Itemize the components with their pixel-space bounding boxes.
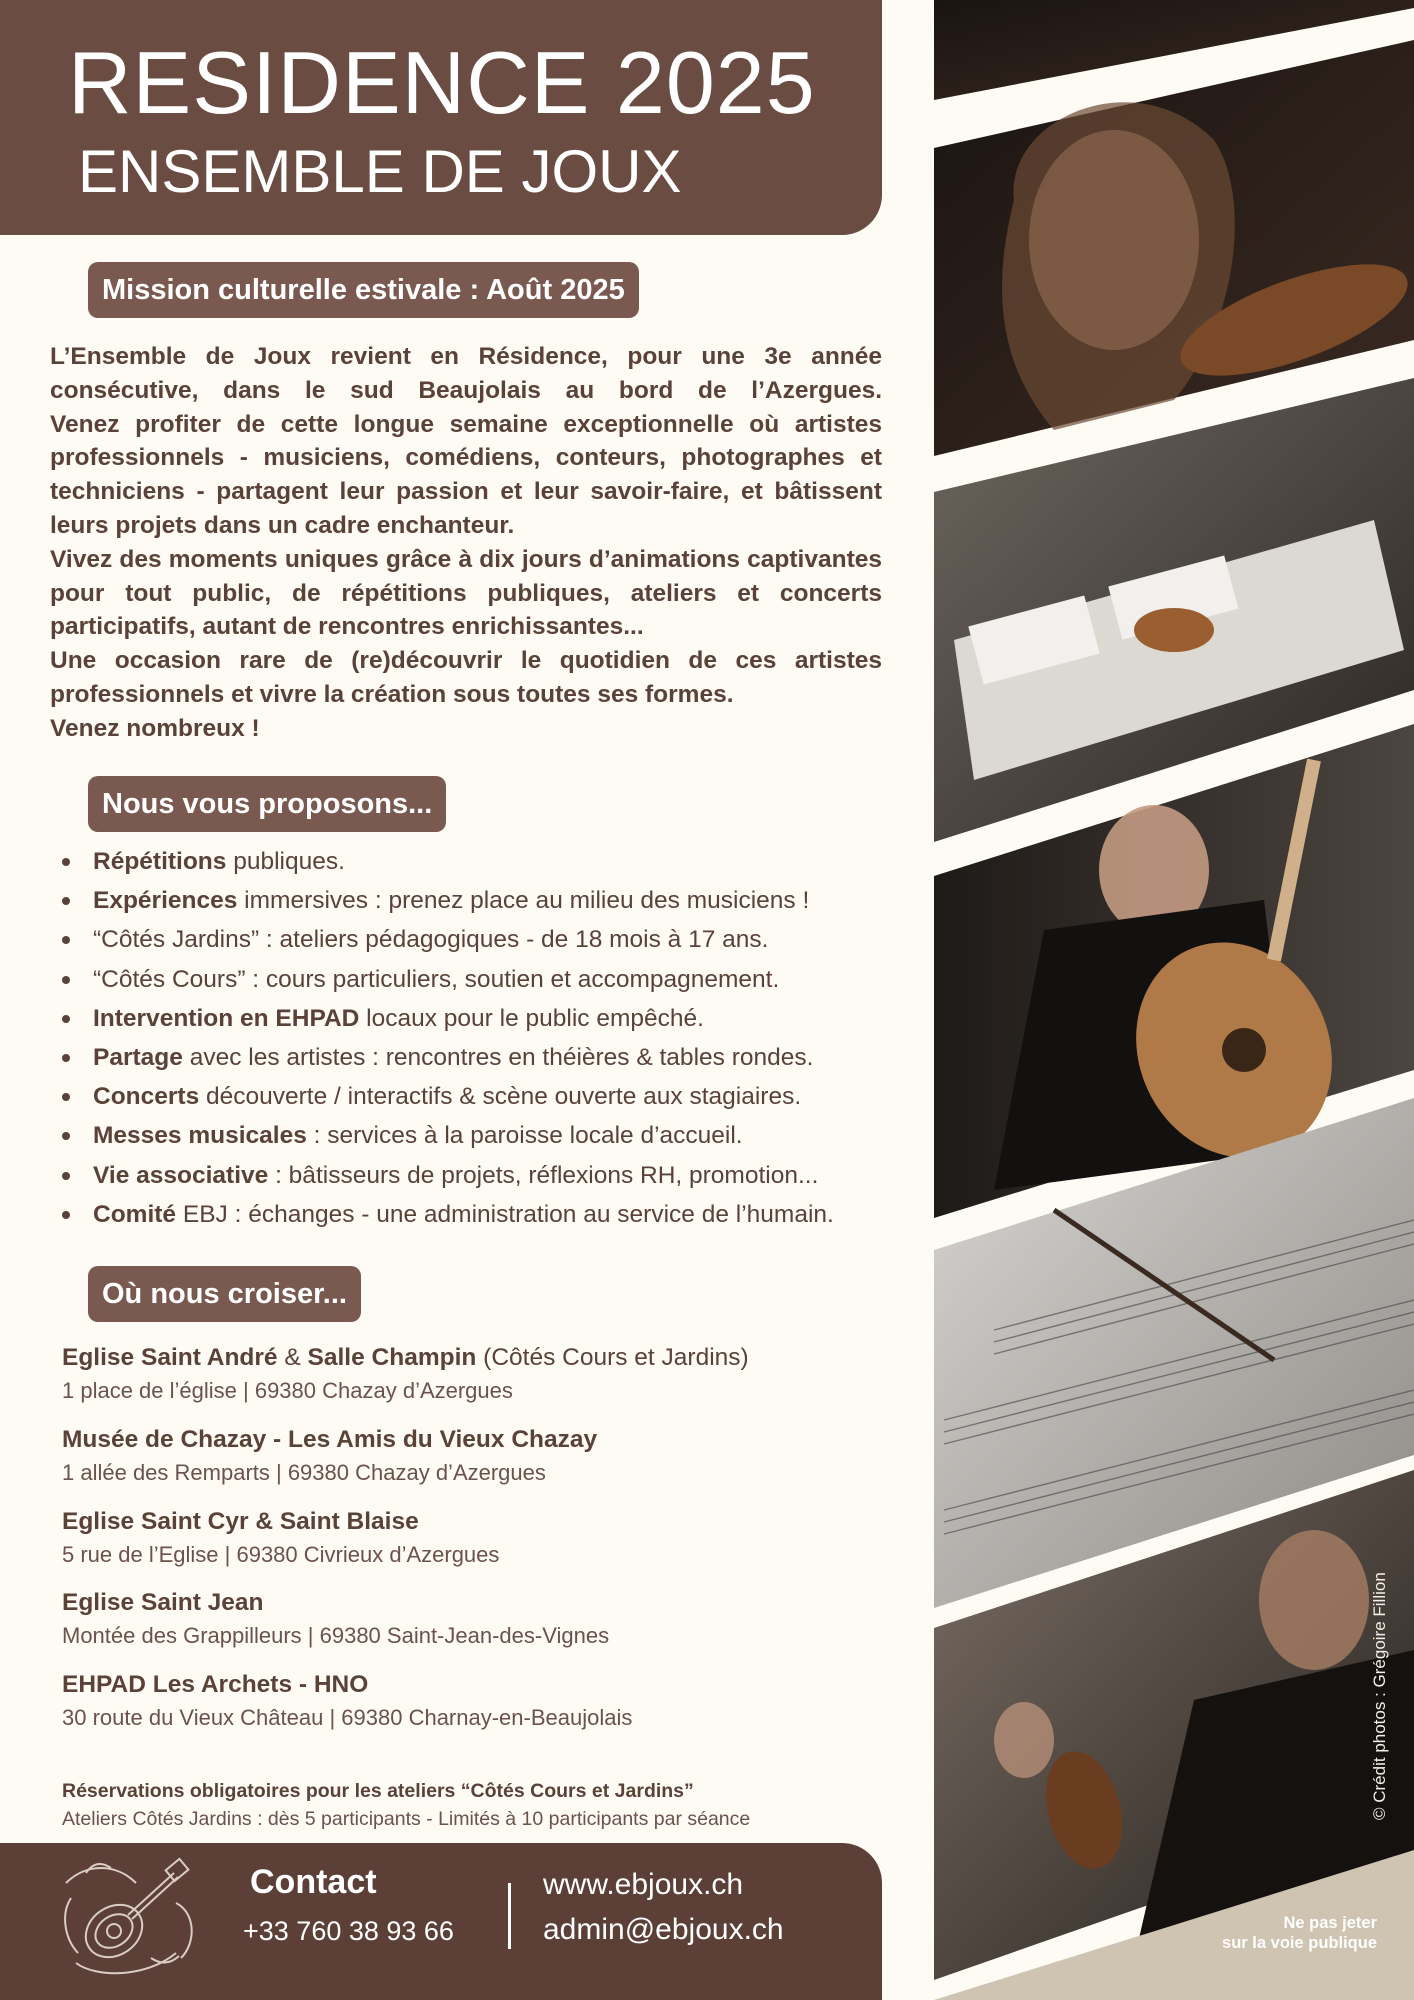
list-item: Partage avec les artistes : rencontres en théières & tables rondes. [62,1038,902,1077]
location-name: Eglise Saint Jean [62,1589,264,1616]
phone-number[interactable]: +33 760 38 93 66 [243,1916,454,1946]
offers-list [62,842,902,1234]
litter-notice [1170,1913,1377,1953]
list-item: Expériences immersives : prenez place au milieu des musiciens ! [62,881,902,920]
location-address: Montée des Grappilleurs | 69380 Saint-Jean-des-Vignes [62,1623,610,1648]
ensemble-logo-icon [56,1853,206,1978]
email-link[interactable]: admin@ebjoux.ch [543,1913,784,1946]
photo-strip [934,0,1414,2000]
list-item: “Côtés Jardins” : ateliers pédagogiques - de 18 mois à 17 ans. [62,920,902,959]
list-item: Vie associative : bâtisseurs de projets, réflexions RH, promotion... [62,1156,902,1195]
section-offers-heading: Nous vous proposons... [88,776,446,832]
list-item: “Côtés Cours” : cours particuliers, soutien et accompagnement. [62,960,902,999]
website-link[interactable]: www.ebjoux.ch [543,1868,744,1901]
list-item: Répétitions publiques. [62,842,902,881]
section-mission-heading: Mission culturelle estivale : Août 2025 [88,262,639,318]
location-address: 30 route du Vieux Château | 69380 Charnay-en-Beaujolais [62,1705,633,1730]
section-locations-heading: Où nous croiser... [88,1266,361,1322]
location-item [62,1506,882,1572]
page-subtitle: ENSEMBLE DE JOUX [78,138,682,205]
list-item: Concerts découverte / interactifs & scène ouverte aux stagiaires. [62,1077,902,1116]
location-address: 1 place de l’église | 69380 Chazay d’Azergues [62,1378,513,1403]
location-name: Musée de Chazay - Les Amis du Vieux Chazay [62,1426,598,1453]
footer-divider [508,1883,511,1949]
location-address: 1 allée des Remparts | 69380 Chazay d’Azergues [62,1460,546,1485]
location-item [62,1669,882,1735]
location-name: Eglise Saint Cyr & Saint Blaise [62,1508,419,1535]
intro-paragraph-3: Vivez des moments uniques grâce à dix jours d’animations captivantes pour tout public, de répétitions publiques, ateliers et concerts participatifs, autant de rencontres enrichissantes... [50,545,882,641]
list-item: Messes musicales : services à la paroisse locale d’accueil. [62,1116,902,1155]
intro-text [50,340,882,746]
intro-paragraph-4: Une occasion rare de (re)découvrir le quotidien de ces artistes professionnels et vivre la création sous toutes ses formes. [50,647,882,708]
litter-notice-line-2: sur la voie publique [1222,1934,1377,1952]
reservations-note [62,1778,892,1834]
location-address: 5 rue de l’Eglise | 69380 Civrieux d’Azergues [62,1542,500,1567]
photo-credit: © Crédit photos : Grégoire Fillion [1370,1572,1389,1820]
location-name: EHPAD Les Archets - HNO [62,1671,369,1698]
location-item [62,1342,882,1408]
list-item: Intervention en EHPAD locaux pour le public empêché. [62,999,902,1038]
intro-paragraph-2: Venez profiter de cette longue semaine exceptionnelle où artistes professionnels - musiciens, comédiens, conteurs, photographes et techniciens - partagent leur passion et leur savoir-faire, et bâtissent leurs projets dans un cadre enchanteur. [50,410,882,539]
litter-notice-line-1: Ne pas jeter [1283,1914,1377,1932]
location-item [62,1587,882,1653]
list-item: Comité EBJ : échanges - une administration au service de l’humain. [62,1195,902,1234]
footer-contact-bar [0,1843,882,2000]
intro-paragraph-5: Venez nombreux ! [50,714,260,742]
intro-paragraph-1: L’Ensemble de Joux revient en Résidence, pour une 3e année consécutive, dans le sud Beaujolais au bord de l’Azergues. [50,343,882,404]
page-title: RESIDENCE 2025 [68,33,816,132]
location-item [62,1424,882,1490]
location-name: Eglise Saint André & Salle Champin (Côtés Cours et Jardins) [62,1344,749,1371]
reservations-line-2: Ateliers Côtés Jardins : dès 5 participants - Limités à 10 participants par séance [62,1808,751,1830]
header-banner [0,0,882,235]
reservations-line-1: Réservations obligatoires pour les ateliers “Côtés Cours et Jardins” [62,1780,694,1802]
contact-label: Contact [250,1863,377,1901]
